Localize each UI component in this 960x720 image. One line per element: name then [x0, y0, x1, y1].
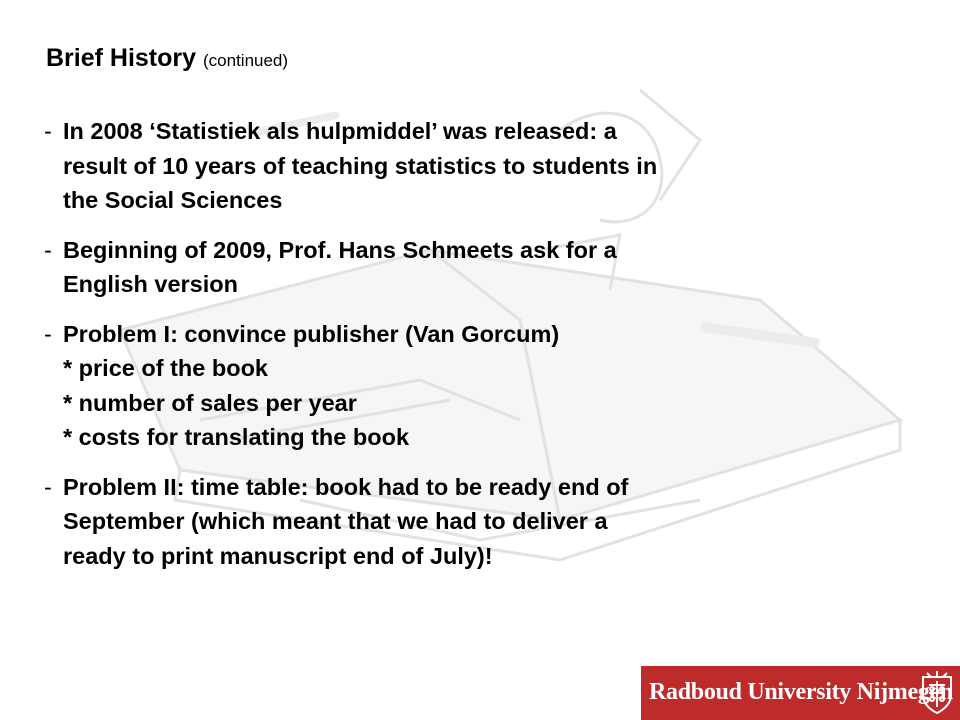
slide-title-suffix: (continued)	[203, 51, 289, 70]
institution-name: Radboud University Nijmegen	[649, 679, 953, 705]
bullet-line: result of 10 years of teaching statistics to students in	[63, 152, 658, 179]
bullet-line: * price of the book	[63, 355, 268, 381]
bullet-list	[44, 114, 924, 588]
bullet-line: In 2008 ‘Statistiek als hulpmiddel’ was released: a	[63, 118, 617, 144]
bullet-item	[44, 233, 924, 302]
bullet-line: English version	[63, 271, 238, 297]
bullet-line: * number of sales per year	[63, 389, 357, 416]
bullet-line: Problem I: convince publisher (Van Gorcum)	[63, 320, 560, 347]
bullet-line: September (which meant that we had to deliver a	[63, 508, 608, 534]
bullet-dash: -	[44, 118, 52, 144]
bullet-item	[44, 470, 924, 574]
bullet-item	[44, 317, 924, 455]
university-footer-banner	[641, 666, 960, 720]
bullet-line: Beginning of 2009, Prof. Hans Schmeets ask for a	[63, 236, 617, 263]
bullet-line: the Social Sciences	[63, 187, 283, 213]
bullet-line: * costs for translating the book	[63, 424, 410, 450]
bullet-dash: -	[44, 320, 52, 347]
university-crest-icon	[917, 669, 957, 717]
slide-title	[46, 44, 288, 73]
bullet-dash: -	[44, 473, 52, 500]
bullet-line: Problem II: time table: book had to be ready end of	[63, 473, 629, 500]
bullet-line: ready to print manuscript end of July)!	[63, 542, 493, 569]
bullet-dash: -	[44, 236, 52, 263]
bullet-item	[44, 114, 924, 218]
slide-title-main: Brief History	[46, 44, 197, 72]
